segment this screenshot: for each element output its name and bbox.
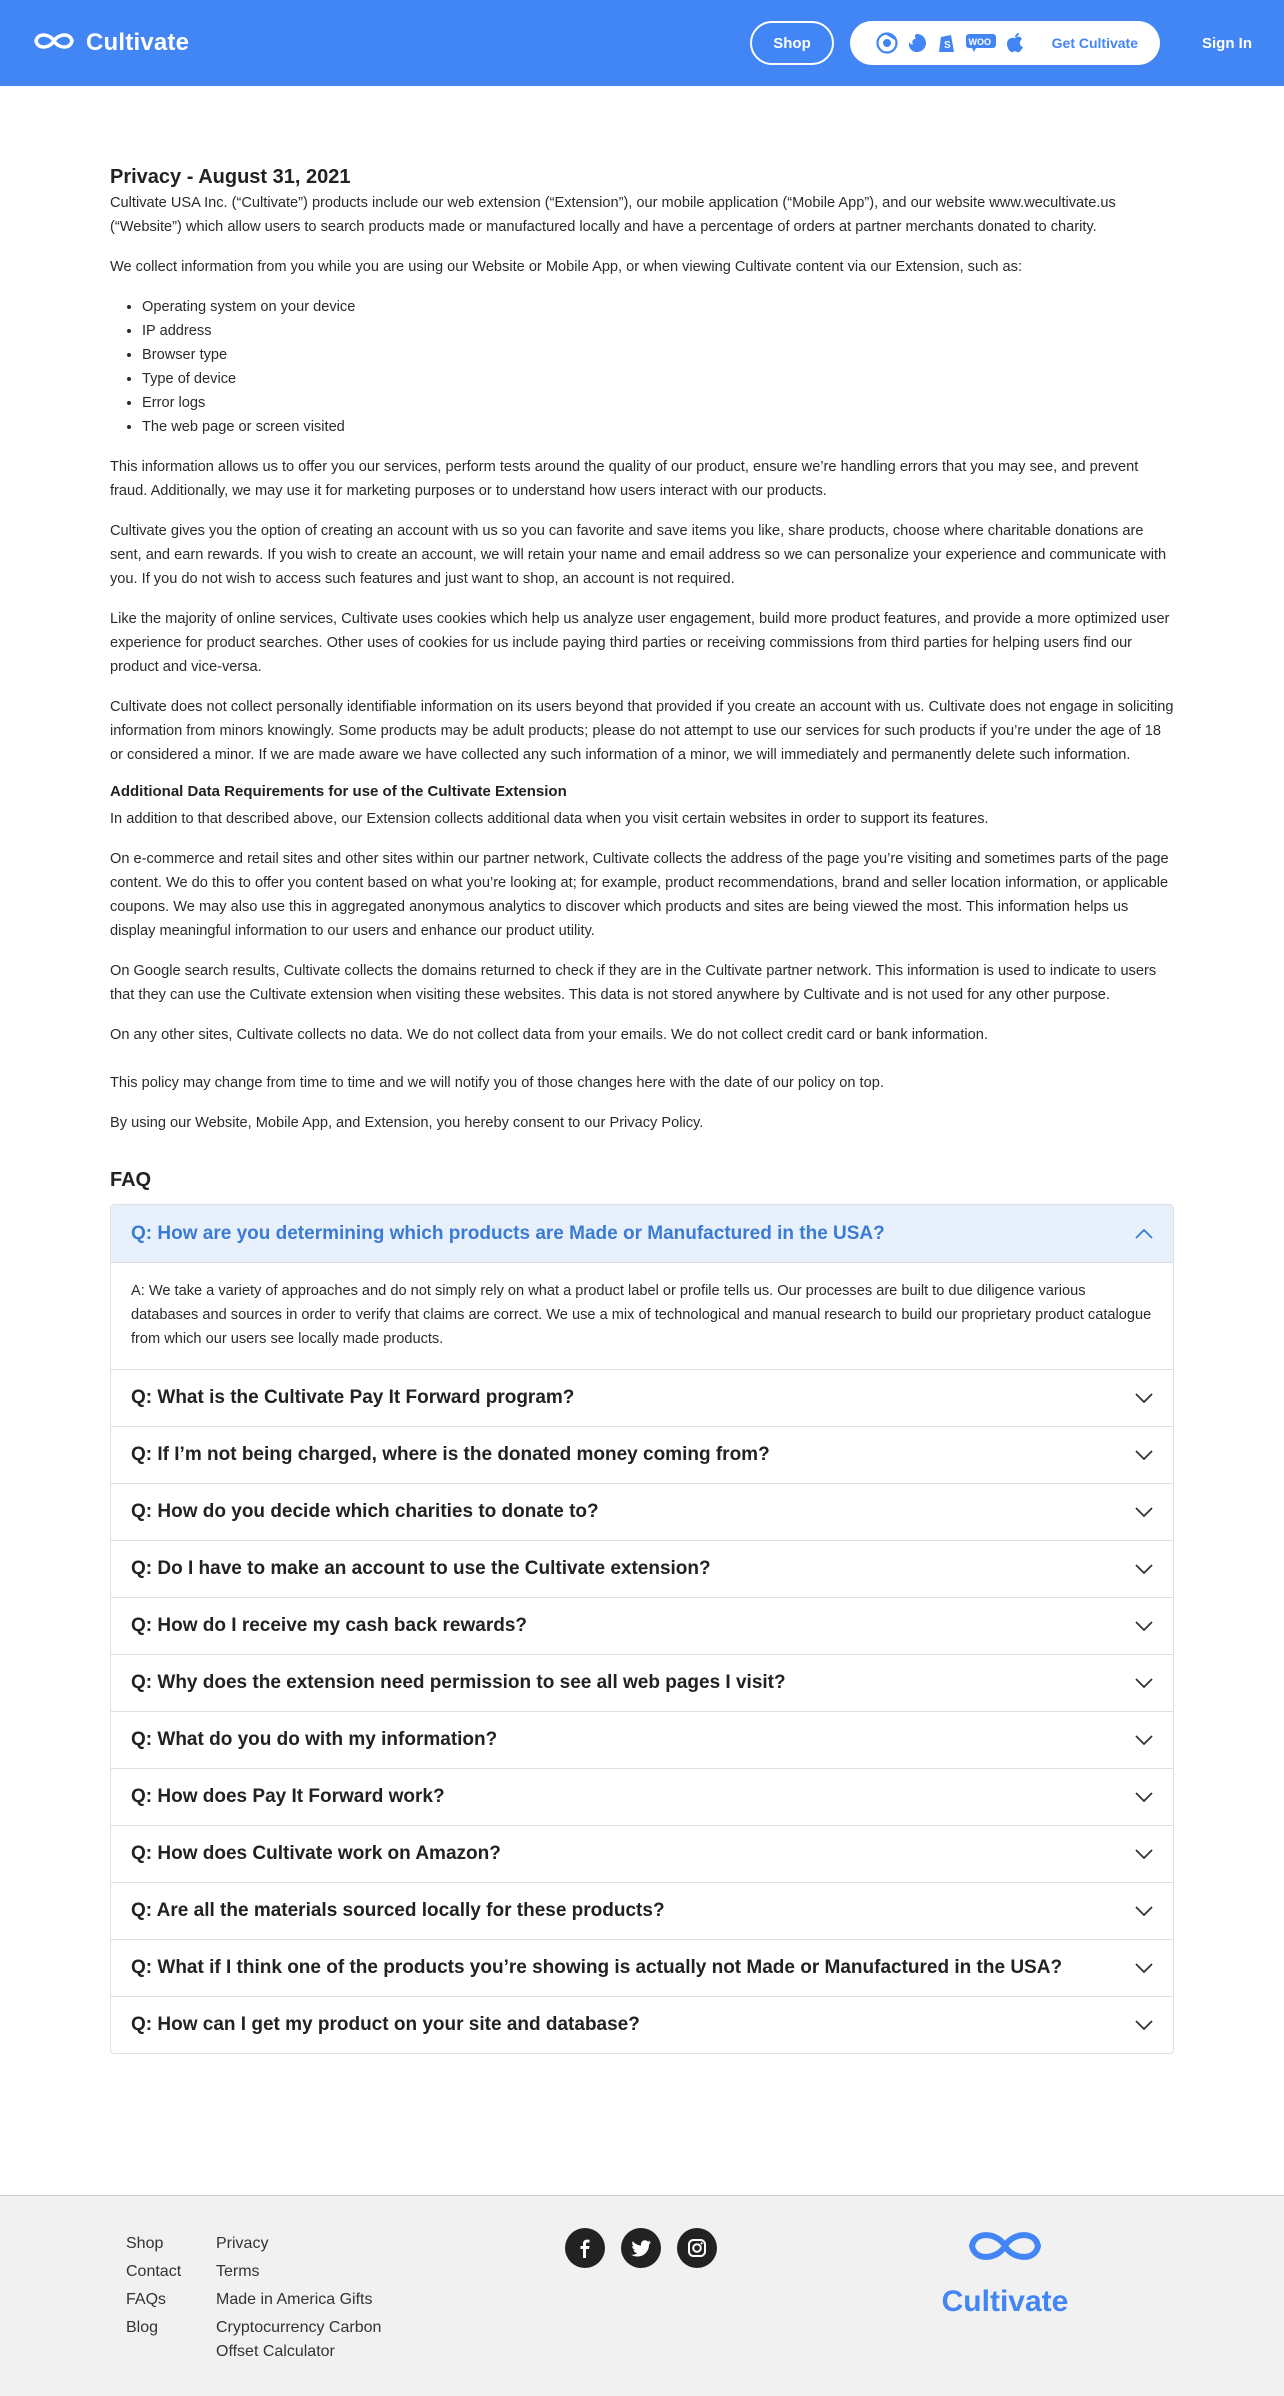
footer-link-carbon-line-2: Offset Calculator [216, 2343, 335, 2360]
footer-link-blog[interactable]: Blog [126, 2319, 159, 2336]
faq-item[interactable] [111, 1483, 1173, 1540]
list-item: • The web page or screen visited [142, 415, 1174, 439]
footer-link-shop[interactable]: Shop [126, 2235, 164, 2252]
chevron-down-icon [1135, 1674, 1153, 1692]
footer-link-contact[interactable]: Contact [126, 2263, 182, 2280]
svg-text:WOO: WOO [968, 37, 991, 47]
privacy-collect: We collect information from you while you are using our Website or Mobile App, or when viewing Cultivate content via our Extension, such as: [110, 259, 1023, 275]
footer-brand-name: Cultivate [941, 2285, 1069, 2318]
privacy-minors-paragraph: Cultivate does not collect personally identifiable information on its users beyond that provided if you create an account with us. Cultivate does not engage in soliciting information from minors knowingly. Some products may be adult products; please do not attempt to use our services for such products if you’re under the age of 18 or considered a minor. If we are made aware we have collected any such information of a minor, we will immediately and permanently delete such information. [110, 699, 1174, 763]
footer-link-privacy[interactable]: Privacy [216, 2235, 269, 2252]
list-item: • Browser type [142, 343, 1174, 367]
faq-item[interactable] [111, 1711, 1173, 1768]
extension-heading: Additional Data Requirements for use of the Cultivate Extension [110, 783, 567, 800]
brand-logo-link[interactable] [32, 29, 189, 57]
privacy-account-paragraph: Cultivate gives you the option of creating an account with us so you can favorite and save items you like, share products, choose where charitable donations are sent, and earn rewards. If you wish to create an account, we will retain your name and email address so we can personalize your experience and communicate with you. If you do not wish to access such features and just want to shop, an account is not required. [110, 523, 1167, 587]
main-content [0, 166, 1284, 2054]
privacy-change-paragraph: This policy may change from time to time and we will notify you of those changes here with the date of our policy on top. [110, 1075, 884, 1091]
faq-question: Q: Are all the materials sourced locally for these products? [131, 1900, 665, 1921]
faq-question: Q: Do I have to make an account to use the Cultivate extension? [131, 1558, 711, 1579]
firefox-icon [906, 32, 928, 54]
footer-link-faqs[interactable]: FAQs [126, 2291, 167, 2308]
footer-link-terms[interactable]: Terms [216, 2263, 260, 2280]
footer-link-carbon-line-1: Cryptocurrency Carbon [216, 2319, 382, 2336]
sign-in-link[interactable]: Sign In [1202, 34, 1252, 52]
footer-links-col-2 [216, 2230, 381, 2364]
faq-accordion [110, 1204, 1174, 2054]
faq-question: Q: How do you decide which charities to donate to? [131, 1501, 599, 1522]
footer-link-gifts[interactable]: Made in America Gifts [216, 2291, 373, 2308]
faq-question: Q: What is the Cultivate Pay It Forward program? [131, 1387, 575, 1408]
chrome-icon [876, 32, 898, 54]
faq-question: Q: How does Cultivate work on Amazon? [131, 1843, 501, 1864]
faq-item[interactable] [111, 1996, 1173, 2053]
chevron-down-icon [1135, 1389, 1153, 1407]
faq-item[interactable] [111, 1654, 1173, 1711]
instagram-icon[interactable] [677, 2228, 717, 2268]
faq-question: Q: How can I get my product on your site and database? [131, 2014, 640, 2035]
faq-item[interactable] [111, 1768, 1173, 1825]
svg-text:S: S [944, 40, 951, 51]
privacy-consent-paragraph: By using our Website, Mobile App, and Extension, you hereby consent to our Privacy Policy. [110, 1115, 704, 1131]
facebook-icon[interactable] [565, 2228, 605, 2268]
privacy-google-paragraph: On Google search results, Cultivate collects the domains returned to check if they are in the Cultivate partner network. This information is used to indicate to users that they can use the Cultivate extension when visiting these websites. This data is not stored anywhere by Cultivate and is not used for any other purpose. [110, 963, 1157, 1003]
faq-title: FAQ [110, 1169, 152, 1191]
faq-item[interactable] [111, 1426, 1173, 1483]
list-item: • Type of device [142, 367, 1174, 391]
faq-item[interactable] [111, 1882, 1173, 1939]
footer-link-carbon-calculator[interactable] [216, 2316, 381, 2364]
privacy-ecommerce-paragraph: On e-commerce and retail sites and other sites within our partner network, Cultivate collects the address of the page you’re visiting and sometimes parts of the page content. We do this to offer you content based on what you’re looking at; for example, product recommendations, brand and seller location information, or applicable coupons. We may also use this in aggregated anonymous analytics to discover which products and sites are being viewed the most. This information helps us display meaningful information to our users and enhance our product utility. [110, 851, 1169, 939]
faq-item[interactable] [111, 1540, 1173, 1597]
privacy-title: Privacy - August 31, 2021 [110, 166, 351, 188]
shop-button[interactable]: Shop [750, 21, 834, 65]
list-item: • Error logs [142, 391, 1174, 415]
infinity-logo-icon [32, 30, 76, 57]
chevron-down-icon [1135, 1503, 1153, 1521]
chevron-down-icon [1135, 1902, 1153, 1920]
brand-name: Cultivate [86, 29, 190, 56]
twitter-icon[interactable] [621, 2228, 661, 2268]
collected-data-list [110, 295, 1174, 439]
footer-links-col-1 [126, 2230, 181, 2342]
privacy-other-sites-paragraph: On any other sites, Cultivate collects no data. We do not collect data from your emails. We do not collect credit card or bank information. [110, 1027, 988, 1043]
social-links [565, 2228, 717, 2268]
faq-question: Q: How are you determining which products are Made or Manufactured in the USA? [131, 1222, 885, 1244]
faq-question: Q: If I’m not being charged, where is the donated money coming from? [131, 1444, 770, 1465]
footer-brand-logo[interactable] [940, 2226, 1070, 2319]
chevron-down-icon [1135, 1959, 1153, 1977]
privacy-extension-paragraph: In addition to that described above, our Extension collects additional data when you visit certain websites in order to support its features. [110, 811, 989, 827]
infinity-logo-icon [965, 2253, 1045, 2270]
faq-question: Q: How do I receive my cash back rewards? [131, 1615, 527, 1636]
list-item: • Operating system on your device [142, 295, 1174, 319]
chevron-down-icon [1135, 1617, 1153, 1635]
chevron-up-icon [1135, 1225, 1153, 1243]
site-footer [0, 2195, 1284, 2396]
privacy-use-paragraph: This information allows us to offer you our services, perform tests around the quality of our product, ensure we’re handling errors that you may see, and prevent fraud. Additionally, we may use it for marketing purposes or to understand how users interact with our products. [110, 459, 1139, 499]
chevron-down-icon [1135, 1788, 1153, 1806]
apple-icon [1004, 32, 1026, 54]
woo-icon [966, 32, 996, 54]
site-header [0, 0, 1284, 86]
chevron-down-icon [1135, 1731, 1153, 1749]
faq-item-open[interactable] [111, 1205, 1173, 1262]
faq-item[interactable] [111, 1597, 1173, 1654]
privacy-cookies-paragraph: Like the majority of online services, Cultivate uses cookies which help us analyze user engagement, build more product features, and provide a more optimized user experience for product searches. Other uses of cookies for us include paying third parties or receiving commissions from third parties for helping users find our product and vice-versa. [110, 611, 1170, 675]
get-cultivate-button[interactable] [850, 21, 1160, 65]
shopify-icon [936, 32, 958, 54]
privacy-intro: Cultivate USA Inc. (“Cultivate”) products include our web extension (“Extension”), our mobile application (“Mobile App”), and our website www.wecultivate.us (“Website”) which allow users to search products made or manufactured locally and have a percentage of orders at partner merchants donated to charity. [110, 195, 1116, 235]
faq-question: Q: What if I think one of the products you’re showing is actually not Made or Manufactured in the USA? [131, 1957, 1063, 1978]
faq-item[interactable] [111, 1369, 1173, 1426]
get-cultivate-label: Get Cultivate [1051, 35, 1138, 51]
faq-question: Q: Why does the extension need permission to see all web pages I visit? [131, 1672, 786, 1693]
faq-item[interactable] [111, 1825, 1173, 1882]
faq-question: Q: How does Pay It Forward work? [131, 1786, 445, 1807]
chevron-down-icon [1135, 1845, 1153, 1863]
faq-item[interactable] [111, 1939, 1173, 1996]
faq-question: Q: What do you do with my information? [131, 1729, 498, 1750]
chevron-down-icon [1135, 1560, 1153, 1578]
list-item: • IP address [142, 319, 1174, 343]
chevron-down-icon [1135, 1446, 1153, 1464]
faq-answer: A: We take a variety of approaches and do not simply rely on what a product label or profile tells us. Our processes are built to due diligence various databases and sources in order to verify that claims are correct. We use a mix of technological and manual research to build our proprietary product catalogue from which our users see locally made products. [111, 1262, 1173, 1369]
chevron-down-icon [1135, 2016, 1153, 2034]
